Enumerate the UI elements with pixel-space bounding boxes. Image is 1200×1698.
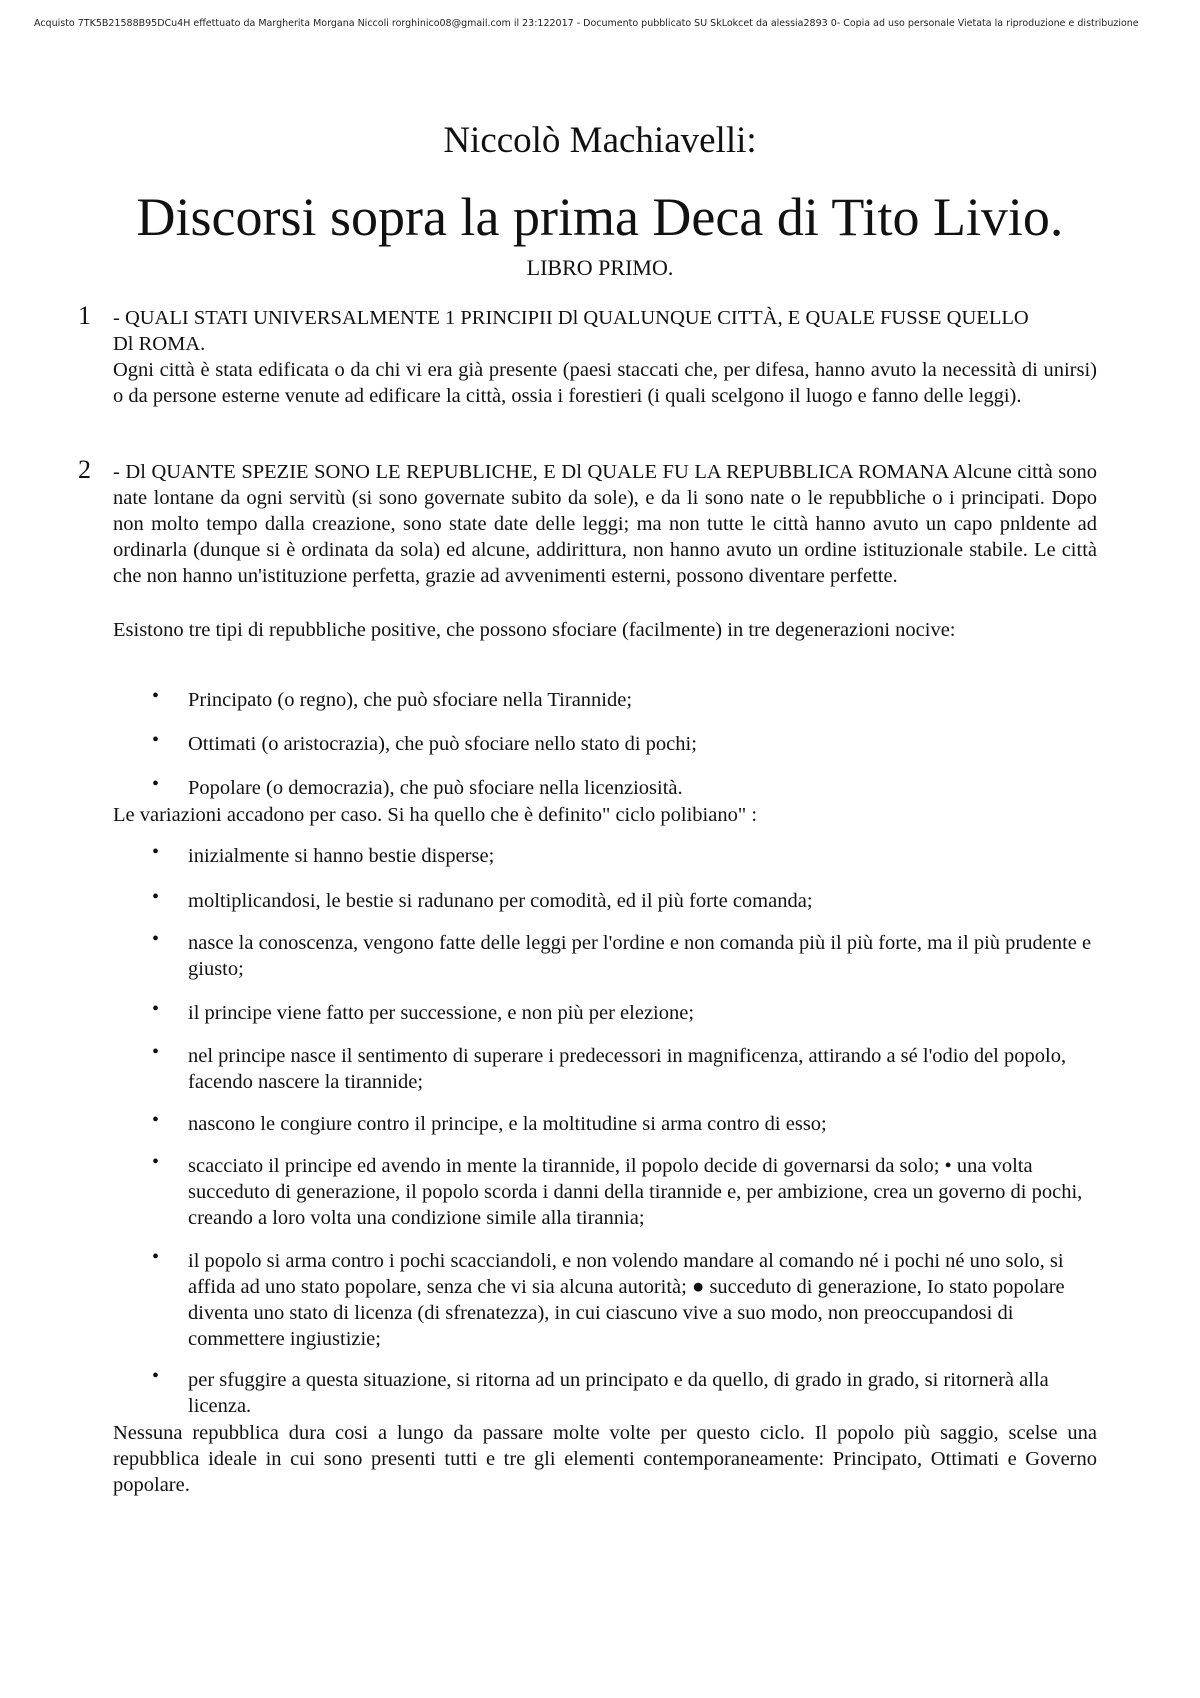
bullet-icon: • [152,1246,160,1268]
list-item: il popolo si arma contro i pochi scacciandoli, e non volendo mandare al comando né i pochi né uno solo, si affida ad uno stato popolare, senza che vi sia alcuna autorità; ● succeduto di generazione, Io stato popolare diventa uno stato di licenza (di sfrenatezza), in cui ciascuno vive a suo modo, non preoccupandosi di commettere ingiustizie; [188,1250,1065,1350]
section-number: 1 [78,301,91,330]
bullet-icon: • [152,685,160,707]
closing-paragraph: Nessuna repubblica dura cosi a lungo da passare molte volte per questo ciclo. Il popolo più saggio, scelse una repubblica ideale in cui sono presenti tutti e tre gli elementi contemporaneamente: Principato, Ottimati e Governo popolare. [113,1422,1097,1496]
bullet-icon: • [152,998,160,1020]
list-item: nascono le congiure contro il principe, e la moltitudine si arma contro di esso; [188,1113,827,1135]
bullet-icon: • [152,729,160,751]
bullet-icon: • [152,1365,160,1387]
bullet-icon: • [152,1151,160,1173]
list-item: Popolare (o democrazia), che può sfociare nella licenziosità. [188,777,683,799]
list-item: per sfuggire a questa situazione, si ritorna ad un principato e da quello, di grado in grado, si ritornerà alla licenza. [188,1369,1049,1417]
bullet-icon: • [152,1041,160,1063]
list-item: Ottimati (o aristocrazia), che può sfociare nello stato di pochi; [188,733,697,755]
bullet-icon: • [152,886,160,908]
book-heading: LIBRO PRIMO. [526,255,674,280]
section-heading-paragraph: - Dl QUANTE SPEZIE SONO LE REPUBLICHE, E Dl QUALE FU LA REPUBBLICA ROMANA Alcune città sono nate lontane da ogni servitù (si sono governate subito da sole), e da li sono nate o le repubbliche o i principati. Dopo non molto tempo dalla creazione, sono state date delle leggi; ma non tutte le città hanno avuto un capo pnldente ad ordinarla (dunque si è ordinata da sola) ed alcune, addirittura, non hanno avuto un ordine istituzionale stabile. Le città che non hanno un'istituzione perfetta, grazie ad avvenimenti esterni, possono diventare perfette. [113,461,1097,587]
document-title: Discorsi sopra la prima Deca di Tito Livio. [136,187,1064,247]
watermark-text: Acquisto 7TK5B21588B95DCu4H effettuato da Margherita Morgana Niccoli rorghinico08@gmail.com il 23:122017 - Documento pubblicato SU SkLokcet da alessia2893 0- Copia ad uso personale Vietata la riproduzione e distribuzione [34,18,1139,29]
bullet-icon: • [152,773,160,795]
list-item: Principato (o regno), che può sfociare nella Tirannide; [188,689,633,711]
author-heading: Niccolò Machiavelli: [443,120,757,161]
list-item: nasce la conoscenza, vengono fatte delle leggi per l'ordine e non comanda più il più forte, ma il più prudente e giusto; [188,932,1092,980]
list-item: scacciato il principe ed avendo in mente la tirannide, il popolo decide di governarsi da solo; • una volta succeduto di generazione, il popolo scorda i danni della tirannide e, per ambizione, crea un governo di pochi, creando a loro volta una condizione simile alla tirannia; [188,1155,1083,1229]
bullet-icon: • [152,1109,160,1131]
list-item: nel principe nasce il sentimento di superare i predecessori in magnificenza, attirando a sé l'odio del popolo, facendo nascere la tirannide; [188,1045,1067,1093]
section-heading: - QUALI STATI UNIVERSALMENTE 1 PRINCIPII Dl QUALUNQUE CITTÀ, E QUALE FUSSE QUELLO Dl ROMA. [113,307,1029,355]
list-item: moltiplicandosi, le bestie si radunano per comodità, ed il più forte comanda; [188,890,813,912]
bullet-icon: • [152,841,160,863]
list-item: il principe viene fatto per successione, e non più per elezione; [188,1002,695,1024]
section-intro: Esistono tre tipi di repubbliche positive, che possono sfociare (facilmente) in tre degenerazioni nocive: [113,619,956,641]
cycle-intro: Le variazioni accadono per caso. Si ha quello che è definito" ciclo polibiano" : [113,804,758,826]
section-paragraph: Ogni città è stata edificata o da chi vi era già presente (paesi staccati che, per difesa, hanno avuto la necessità di unirsi) o da persone esterne venute ad edificare la città, ossia i forestieri (i quali scelgono il luogo e fanno delle leggi). [113,359,1097,407]
list-item: inizialmente si hanno bestie disperse; [188,845,495,867]
section-number: 2 [78,455,91,484]
bullet-icon: • [152,928,160,950]
